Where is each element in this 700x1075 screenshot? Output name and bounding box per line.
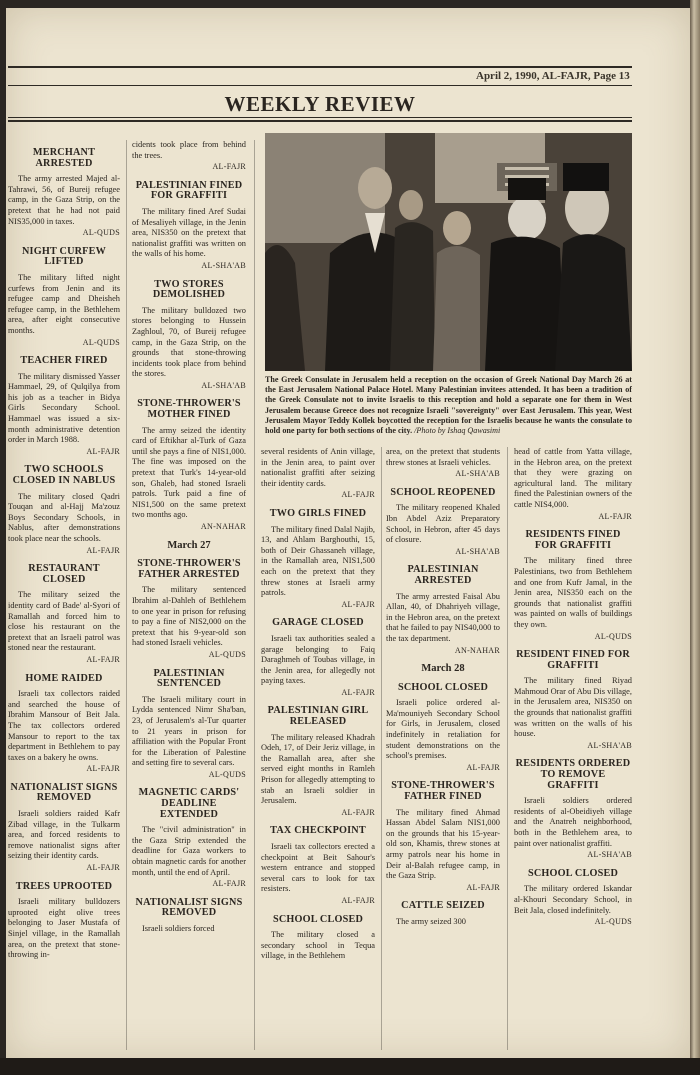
article-source: AL-QUDS [82,228,120,238]
article-body: The army seized 300 [396,916,466,926]
article-body: head of cattle from Yatta village, in the Hebron area, on the pretext that they were grazing on agricultural land. The military fined the Palestinian owners of the cattle NIS4,000. [514,447,632,509]
article-source: AL-FAJR [86,545,120,555]
article-body: The military reopened Khaled Ibn Abdel Aziz Preparatory School, in Hebron, after 45 days of closure. [386,503,500,545]
article-source: AL-SHA'AB [201,380,246,390]
article-headline: SCHOOL CLOSED [397,681,489,693]
article-body: Israeli soldiers ordered residents of al-Obeidiyeh village and the Anatreh neighborhood, both in the Bethlehem area, to paint over nationalist graffiti. [514,796,632,848]
column-divider [507,447,508,1050]
article-body: Israeli soldiers raided Kafr Zibad village, in the Tulkarm area, and forced residents to remove nationalist signs after seizing their identity cards. [8,809,120,861]
article-body: Israeli police ordered al-Ma'mouniyeh Secondary School for Girls, in Jerusalem, closed indefinitely in retaliation for student demonstrations on the school's premises. [386,698,500,761]
article-body: Israeli soldiers forced [142,924,215,933]
article-source: AL-FAJR [341,895,375,905]
article-body: Israeli tax collectors raided and searched the house of Ibrahim Mansour of Beit Jala. The tax collectors ordered Mansour to report to the tax department in Bethlehem to pay taxes on a bakery he owns. [8,689,120,762]
article-source: AL-FAJR [598,511,632,521]
title-rule-thick [8,120,632,122]
article-headline: SCHOOL CLOSED [272,913,364,925]
page-edge [690,0,700,1075]
article-body: The military closed a secondary school in Tequa village, in the Bethlehem [261,930,375,961]
article-headline: RESTAURANT CLOSED [28,563,100,585]
article-headline: PALESTINIAN FINED FOR GRAFFITI [135,179,243,202]
article-body: The military fined Dalal Najib, 13, and Ahlam Barghouthi, 15, both of Deir Ghassaneh village, in the Ramallah area, NIS1,500 each on the pretext that they threw stones at Israeli army patrols. [261,524,375,598]
article-body: The military sentenced Ibrahim al-Dahleh of Bethlehem to one year in prison for refusing to pay a fine of NIS2,000 on the pretext that his 9-year-old son had stoned Israeli vehicles. [132,585,246,648]
article-headline: TREES UPROOTED [15,880,113,892]
caption-text: The Greek Consulate in Jerusalem held a reception on the occasion of Greek National Day March 26 at the East Jerusalem National Palace Hotel. Many Palestinian invitees attended. It has been a tradition of the Greek Consulate not to invite Israelis to this reception and hold a separate one for them in West Jerusalem because Greece does not recognize Israeli "sovereignty" over East Jerusalem. This year, West Jerusalem Mayor Teddy Kollek boycotted the reception for the Israelis because he wants the consulate to hold one party for both sections of the city. [265,375,632,436]
article-body: The military fined Ahmad Hassan Abdel Salam NIS1,000 on the grounds that his 15-year-old son, Khamis, threw stones at army patrols near his home in Deir al-Balah refugee camp, in the Gaza Strip. [386,807,500,881]
article-source: AL-QUDS [594,917,632,927]
article-body: The military closed Qadri Touqan and al-Hajj Ma'zouz Boys Secondary Schools, in Nablus, after demonstrations took place near the schools. [8,491,120,543]
article-body: The military lifted night curfews from Jenin and its refugee camp and Dheisheh refugee camp, in the Bethlehem area, after eight consecutive months. [8,272,120,335]
article-headline: STONE-THROWER'S FATHER FINED [391,780,495,803]
article-body: The military seized the identity card of Bade' al-Syori of Ramallah and forced him to close his restaurant on the pretext that an Israeli patrol was stoned near the restaurant. [8,590,120,653]
article-source: AL-FAJR [212,162,246,172]
article-body: The army arrested Faisal Abu Allan, 40, of Dhahriyeh village, in the Hebron area, on the pretext that he failed to pay NIS40,000 to the tax department. [386,591,500,643]
article-body: The military fined Aref Sudai of Mesaliyeh village, in the Jenin area, NIS350 on the pretext that nationalist graffiti was written on the walls of his home. [132,206,246,259]
article-body: The military fined Riyad Mahmoud Orar of Abu Dis village, in the Jerusalem area, NIS350 on the grounds that nationalist graffiti was written on the walls of his house. [514,676,632,739]
column-5 [514,447,632,930]
article-body: Israeli tax authorities sealed a garage belonging to Faiq Daraghmeh of Toubas village, in the Jenin area, for allegedly not paying taxes. [261,633,375,686]
article-headline: RESIDENTS ORDERED TO REMOVE GRAFFITI [515,758,631,791]
article-body: The military released Khadrah Odeh, 17, of Deir Jeriz village, in the Ramallah area, after she served eight months in Ramleh Prison for allegedly attempting to stab an Israeli soldier in Jerusalem. [261,732,375,806]
article-headline: NATIONALIST SIGNS REMOVED [135,896,243,919]
article-headline: NATIONALIST SIGNS REMOVED [10,781,118,804]
article-headline: TWO SCHOOLS CLOSED IN NABLUS [12,464,116,487]
article-body: The military bulldozed two stores belonging to Hussein Zaghloul, 70, of Bureij refugee camp, in the Gaza Strip, on the grounds that stone-throwing incidents took place from behind the stores. [132,305,246,379]
article-source: AL-FAJR [86,764,120,774]
article-body: area, on the pretext that students threw stones at Israeli vehicles. [386,447,500,467]
article-headline: RESIDENT FINED FOR GRAFFITI [516,649,630,671]
article-source: AN-NAHAR [200,522,246,531]
article-body: Israeli tax collectors erected a checkpoint at Beit Sahour's western entrance and stopped several cars to look for tax resisters. [261,842,375,894]
article-headline: MERCHANT ARRESTED [32,147,96,169]
photo-image [265,133,632,371]
header-rule [8,85,632,86]
article-body: The army arrested Majed al-Tahrawi, 56, of Bureij refugee camp, in the Gaza Strip, on the pretext that he had not paid NIS35,000 in taxes. [8,174,120,226]
article-body: The army seized the identity card of Eftikhar al-Turk of Gaza until she pays a fine of NIS1,000. The fine was imposed on the pretext that Turk's 14-year-old son, Ghaleb, had stoned Israeli patrols. Turk paid a fine of NIS1,500 on the same pretext two months ago. [132,425,246,520]
article-headline: RESIDENTS FINED FOR GRAFFITI [525,529,621,551]
column-divider [381,447,382,1050]
article-headline: TWO STORES DEMOLISHED [152,278,226,301]
column-2 [132,140,246,935]
article-body: Israeli military bulldozers uprooted eight olive trees belonging to Jaser Mustafa of Sinjel village, in the Ramallah area, on the pretext that stone-throwing in- [8,897,120,960]
article-headline: GARAGE CLOSED [272,617,364,629]
article-headline: TWO GIRLS FINED [269,507,367,519]
article-headline: HOME RAIDED [25,672,103,684]
photo-caption [265,375,632,436]
page-header: April 2, 1990, AL-FAJR, Page 13 [476,70,630,82]
article-source: AL-SHA'AB [455,469,500,479]
article-body: The military fined three Palestinians, two from Bethlehem and one from Kufr Jamal, in the Jenin area, NIS350 each on the grounds that nationalist graffiti was painted on walls of buildings they own. [514,556,632,629]
article-source: AL-QUDS [594,631,632,641]
article-source: AL-FAJR [341,599,375,609]
article-body: The military dismissed Yasser Hammael, 29, of Qulqilya from his job as a teacher in Bidya Girls Secondary School. Hammael was issued a six-month administrative detention order in March 1988. [8,371,120,445]
article-source: AL-FAJR [341,490,375,500]
article-source: AL-FAJR [212,879,246,889]
article-body: The Israeli military court in Lydda sentenced Nimr Sha'ban, 23, of Jerusalem's al-Tur quarter to 21 years in prison for affiliation with the Popular Front for the Liberation of Palestine and setting fire to several cars. [132,694,246,768]
article-headline: STONE-THROWER'S FATHER ARRESTED [137,558,241,580]
column-divider [254,140,255,1050]
article-headline: NIGHT CURFEW LIFTED [21,245,106,268]
date-heading: March 28 [421,663,465,675]
article-body: The "civil administration" in the Gaza Strip extended the deadline for Gaza workers to obtain magnetic cards for another month, until the end of April. [132,825,246,877]
article-headline: CATTLE SEIZED [401,900,485,912]
article-source: AL-FAJR [466,762,500,772]
article-headline: SCHOOL REOPENED [390,486,496,498]
article-headline: PALESTINIAN ARRESTED [407,564,479,586]
article-body: The military ordered Iskandar al-Khouri Secondary School, in Beit Jala, closed indefinitely. [514,884,632,915]
article-source: AL-SHA'AB [587,850,632,860]
article-body: several residents of Anin village, in the Jenin area, to paint over nationalist graffiti after seizing their identity cards. [261,447,375,488]
article-source: AL-FAJR [86,446,120,456]
article-source: AL-QUDS [208,649,246,659]
column-1 [8,142,120,961]
article-headline: PALESTINIAN SENTENCED [153,667,225,690]
article-source: AL-FAJR [466,882,500,892]
article-source: AL-FAJR [86,863,120,873]
article-source: AL-SHA'AB [201,260,246,270]
article-headline: MAGNETIC CARDS' DEADLINE EXTENDED [138,787,240,820]
article-headline: TEACHER FIRED [20,355,108,367]
article-body: cidents took place from behind the trees. [132,140,246,160]
column-3 [261,447,375,962]
article-headline: TAX CHECKPOINT [270,825,366,837]
article-source: AL-FAJR [341,687,375,697]
article-source: AL-FAJR [341,807,375,817]
scan-border [0,1058,700,1075]
article-source: AL-QUDS [208,769,246,779]
article-headline: PALESTINIAN GIRL RELEASED [267,705,369,728]
photo-credit: /Photo by Ishaq Qawasimi [414,426,501,436]
article-headline: STONE-THROWER'S MOTHER FINED [137,398,241,421]
section-title: WEEKLY REVIEW [224,92,416,116]
article-source: AL-QUDS [82,337,120,347]
article-source: AL-SHA'AB [587,740,632,750]
article-source: AL-FAJR [86,654,120,664]
article-source: AN-NAHAR [454,645,500,655]
article-source: AL-SHA'AB [455,546,500,556]
column-4 [386,447,500,928]
reception-photo [265,133,632,371]
article-headline: SCHOOL CLOSED [527,867,619,879]
column-divider [126,140,127,1050]
date-heading: March 27 [167,539,211,551]
title-rule-thin [8,117,632,118]
top-rule [8,66,632,68]
